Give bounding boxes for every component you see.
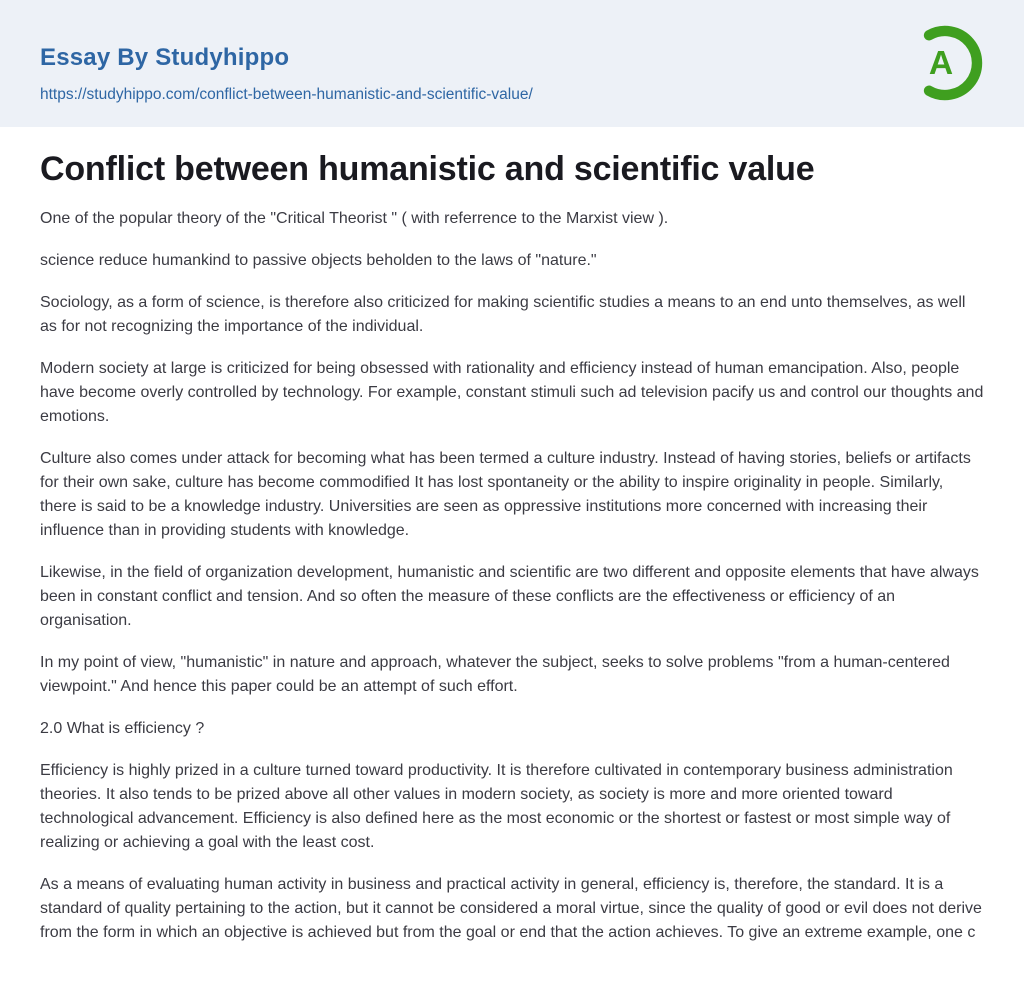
essay-paragraph: In my point of view, "humanistic" in nature and approach, whatever the subject, seeks to solve problems "from a human-centered viewpoint." And hence this paper could be an attempt of such effort.	[40, 653, 950, 695]
studyhippo-logo	[905, 22, 985, 104]
essay-paragraph: Culture also comes under attack for becoming what has been termed a culture industry. Instead of having stories, beliefs or artifacts for their own sake, culture has become commodified It has lost spontaneity or the ability to inspire originality in people. Similarly, there is said to be a knowledge industry. Universities are seen as oppressive institutions more concerned with increasing their influence than in providing students with knowledge.	[40, 449, 971, 539]
essay-paragraph: Sociology, as a form of science, is therefore also criticized for making scientific studies a means to an end unto themselves, as well as for not recognizing the importance of the individual.	[40, 293, 966, 335]
essay-paragraph: As a means of evaluating human activity in business and practical activity in general, efficiency is, therefore, the standard. It is a standard of quality pertaining to the action, but it cannot be considered a moral virtue, since the quality of good or evil does not derive from the form in which an objective is achieved but from the goal or end that the action achieves. To give an extreme example, one c	[40, 875, 982, 941]
essay-paragraph: Modern society at large is criticized for being obsessed with rationality and efficiency instead of human emancipation. Also, people have become overly controlled by technology. For example, constant stimuli such ad television pacify us and control our thoughts and emotions.	[40, 359, 984, 425]
essay-paragraph: One of the popular theory of the "Critical Theorist " ( with referrence to the Marxist view ).	[40, 209, 669, 227]
essay-paragraph: 2.0 What is efficiency ?	[40, 719, 205, 737]
site-title: Essay By Studyhippo	[40, 44, 290, 71]
essay-content	[0, 127, 1024, 945]
essay-paragraph: Efficiency is highly prized in a culture turned toward productivity. It is therefore cultivated in contemporary business administration theories. It also tends to be prized above all other values in modern society, as society is more and more oriented toward technological advancement. Efficiency is also defined here as the most economic or the shortest or fastest or most simple way of realizing or achieving a goal with the least cost.	[40, 761, 953, 851]
logo-ring-icon	[905, 22, 985, 104]
essay-url-link[interactable]: https://studyhippo.com/conflict-between-humanistic-and-scientific-value/	[40, 86, 533, 103]
essay-paragraph: Likewise, in the field of organization development, humanistic and scientific are two different and opposite elements that have always been in constant conflict and tension. And so often the measure of these conflicts are the effectiveness or efficiency of an organisation.	[40, 563, 979, 629]
page-header	[0, 0, 1024, 127]
logo-letter: A	[928, 45, 954, 83]
page-title: Conflict between humanistic and scientific value	[40, 150, 815, 188]
essay-paragraph: science reduce humankind to passive objects beholden to the laws of "nature."	[40, 251, 597, 269]
